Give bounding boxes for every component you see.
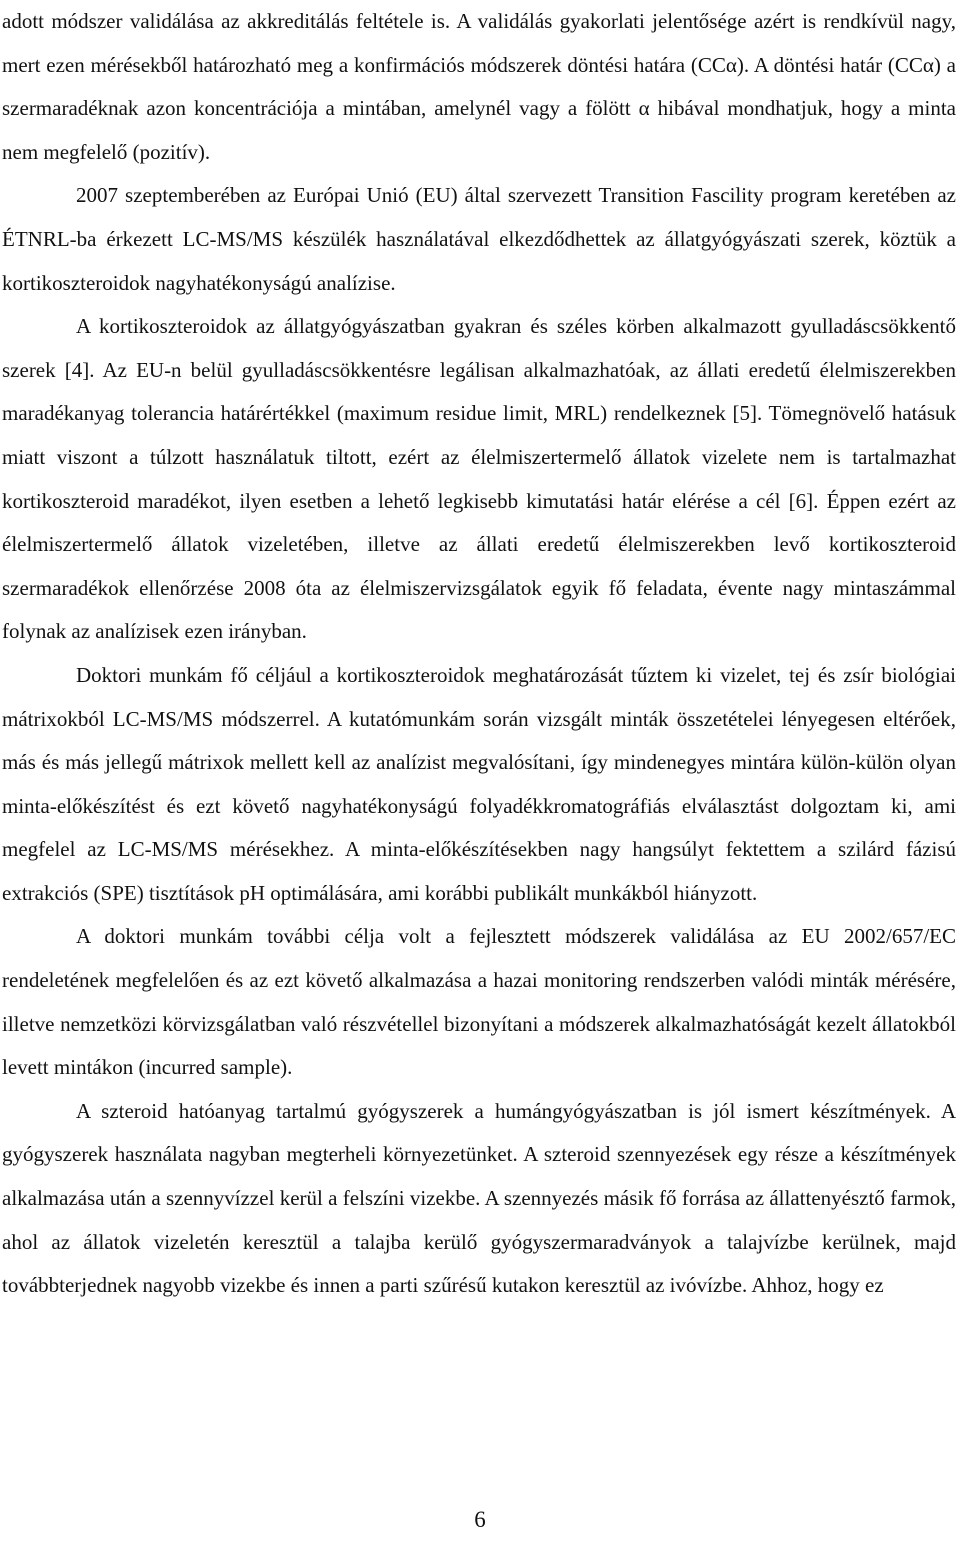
paragraph-steroid-pollution: A szteroid hatóanyag tartalmú gyógyszerek a humángyógyászatban is jól ismert készítmények. A gyógyszerek használata nagyban megterheli környezetünket. A szteroid szennyezések egy része a készítmények alkalmazása után a szennyvízzel kerül a felszíni vizekbe. A szennyezés másik fő forrása az állattenyésztő farmok, ahol az állatok vizeletén keresztül a talajba kerülő gyógyszermaradványok a talajvízbe kerülnek, majd továbbterjednek nagyobb vizekbe és innen a parti szűrésű kutakon keresztül az ivóvízbe. Ahhoz, hogy ez	[2, 1098, 956, 1298]
paragraph-corticosteroids: A kortikoszteroidok az állatgyógyászatban gyakran és széles körben alkalmazott gyulladáscsökkentő szerek [4]. Az EU-n belül gyulladáscsökkentésre legálisan alkalmazhatóak, az állati eredetű élelmiszerekben maradékanyag tolerancia határértékkel (maximum residue limit, MRL) rendelkeznek [5]. Tömegnövelő hatásuk miatt viszont a túlzott használatuk tiltott, ezért az élelmiszertermelő állatok vizelete nem is tartalmazhat kortikoszteroid maradékot, ilyen esetben a lehető legkisebb kimutatási határ elérése a cél [6]. Éppen ezért az élelmiszertermelő állatok vizeletében, illetve az állati eredetű élelmiszerekben levő kortikoszteroid szermaradékok ellenőrzése 2008 óta az élelmiszervizsgálatok egyik fő feladata, évente nagy mintaszámmal folynak az analízisek ezen irányban.	[2, 314, 956, 644]
paragraph-validation-goal: A doktori munkám további célja volt a fejlesztett módszerek validálása az EU 2002/657/EC rendeletének megfelelően és az ezt követő alkalmazása a hazai monitoring rendszerben valódi minták mérésére, illetve nemzetközi körvizsgálatban való részvétellel bizonyítani a módszerek alkalmazhatóságát kezelt állatokból levett mintákon (incurred sample).	[2, 924, 956, 1080]
page-number: 6	[474, 1507, 486, 1532]
paragraph-lcmsms-program: 2007 szeptemberében az Európai Unió (EU) által szervezett Transition Fascility program keretében az ÉTNRL-ba érkezett LC-MS/MS készülék használatával elkezdődhettek az állatgyógyászati szerek, köztük a kortikoszteroidok nagyhatékonyságú analízise.	[2, 183, 956, 295]
paragraph-continuation: adott módszer validálása az akkreditálás feltétele is. A validálás gyakorlati jelentősége azért is rendkívül nagy, mert ezen mérésekből határozható meg a konfirmációs módszerek döntési határa (CCα). A döntési határ (CCα) a szermaradéknak azon koncentrációja a mintában, amelynél vagy a fölött α hibával mondhatjuk, hogy a minta nem megfelelő (pozitív).	[2, 9, 956, 164]
paragraph-doctoral-goal: Doktori munkám fő céljául a kortikoszteroidok meghatározását tűztem ki vizelet, tej és zsír biológiai mátrixokból LC-MS/MS módszerrel. A kutatómunkám során vizsgált minták összetételei lényegesen eltérőek, más és más jellegű mátrixok mellett kell az analízist megvalósítani, így mindenegyes mintára külön-külön olyan minta-előkészítést és ezt követő nagyhatékonyságú folyadékkromatográfiás elválasztást dolgoztam ki, ami megfelel az LC-MS/MS mérésekhez. A minta-előkészítésekben nagy hangsúlyt fektettem a szilárd fázisú extrakciós (SPE) tisztítások pH optimálására, ami korábbi publikált munkákból hiányzott.	[2, 662, 956, 905]
body-text	[2, 0, 956, 1308]
